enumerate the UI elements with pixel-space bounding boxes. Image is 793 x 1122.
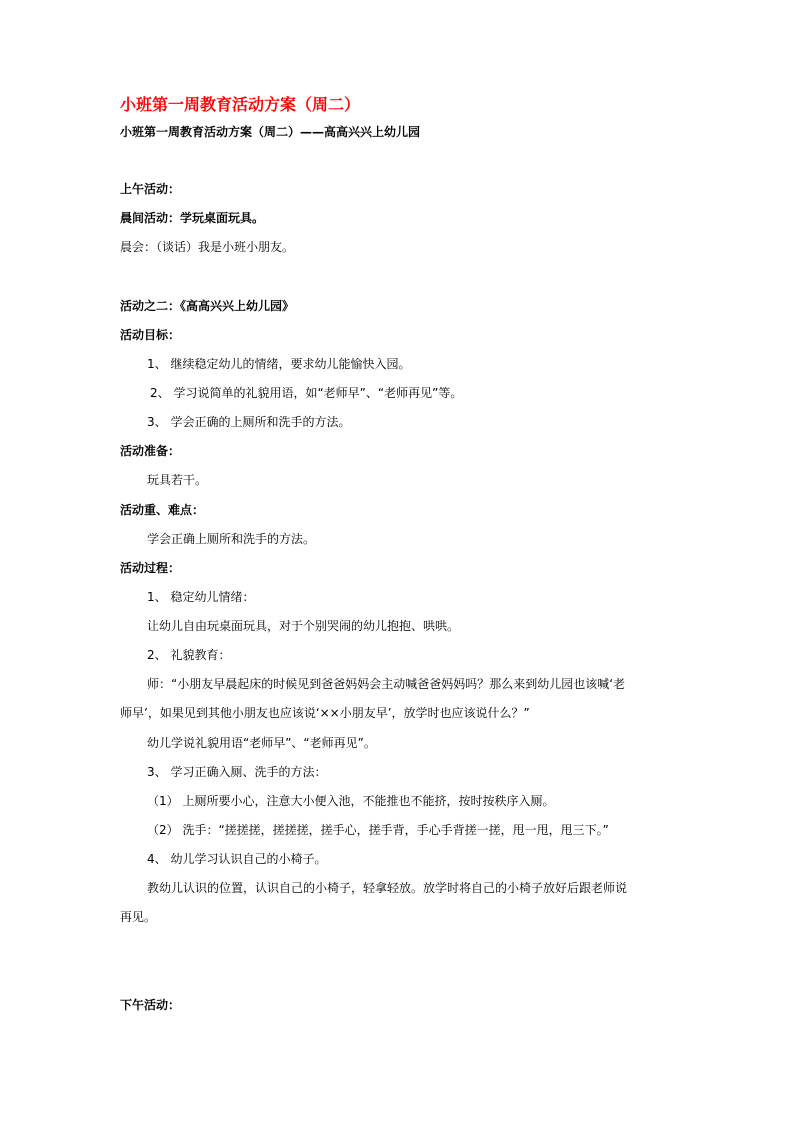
process-step-text: 让幼儿自由玩桌面玩具，对于个别哭闹的幼儿抱抱、哄哄。	[147, 619, 460, 633]
process-step-title: 2、 礼貌教育：	[147, 648, 231, 662]
afternoon-heading: 下午活动：	[120, 998, 181, 1012]
document-subtitle: 小班第一周教育活动方案（周二）——高高兴兴上幼儿园	[120, 125, 421, 139]
morning-meeting: 晨会：（谈话）我是小班小朋友。	[120, 240, 295, 254]
key-points-text: 学会正确上厕所和洗手的方法。	[147, 532, 316, 546]
process-step-text: 师早’，如果见到其他小朋友也应该说‘××小朋友早’，放学时也应该说什么？”	[120, 706, 530, 720]
process-step-text: 幼儿学说礼貌用语“老师早”、“老师再见”。	[147, 736, 376, 750]
key-points-heading: 活动重、难点：	[120, 503, 205, 517]
process-step-title: 1、 稳定幼儿情绪：	[147, 590, 255, 604]
preparation-text: 玩具若干。	[147, 473, 208, 487]
process-step-title: 3、 学习正确入厕、洗手的方法：	[147, 765, 327, 779]
process-substep: （1） 上厕所要小心，注意大小便入池，不能推也不能挤，按时按秩序入厕。	[147, 794, 555, 808]
process-step-text: 教幼儿认识的位置，认识自己的小椅子，轻拿轻放。放学时将自己的小椅子放好后跟老师说	[147, 881, 628, 895]
morning-activity: 晨间活动：学玩桌面玩具。	[120, 211, 265, 225]
process-step-title: 4、 幼儿学习认识自己的小椅子。	[147, 852, 327, 866]
goal-item: 1、 继续稳定幼儿的情绪，要求幼儿能愉快入园。	[147, 357, 411, 371]
process-substep: （2） 洗手：“搓搓搓，搓搓搓，搓手心，搓手背，手心手背搓一搓，甩一甩，甩三下。”	[147, 823, 609, 837]
process-step-text: 师：“小朋友早晨起床的时候见到爸爸妈妈会主动喊爸爸妈妈吗？那么来到幼儿园也该喊‘老	[147, 677, 626, 691]
goal-item: 2、 学习说简单的礼貌用语，如“老师早”、“老师再见”等。	[150, 386, 463, 400]
process-step-text: 再见。	[120, 910, 157, 924]
document-title: 小班第一周教育活动方案（周二）	[120, 95, 361, 114]
morning-heading: 上午活动：	[120, 182, 181, 196]
activity-two-heading: 活动之二：《高高兴兴上幼儿园》	[120, 299, 295, 313]
goal-item: 3、 学会正确的上厕所和洗手的方法。	[147, 415, 351, 429]
preparation-heading: 活动准备：	[120, 444, 181, 458]
goals-heading: 活动目标：	[120, 328, 181, 342]
process-heading: 活动过程：	[120, 561, 181, 575]
